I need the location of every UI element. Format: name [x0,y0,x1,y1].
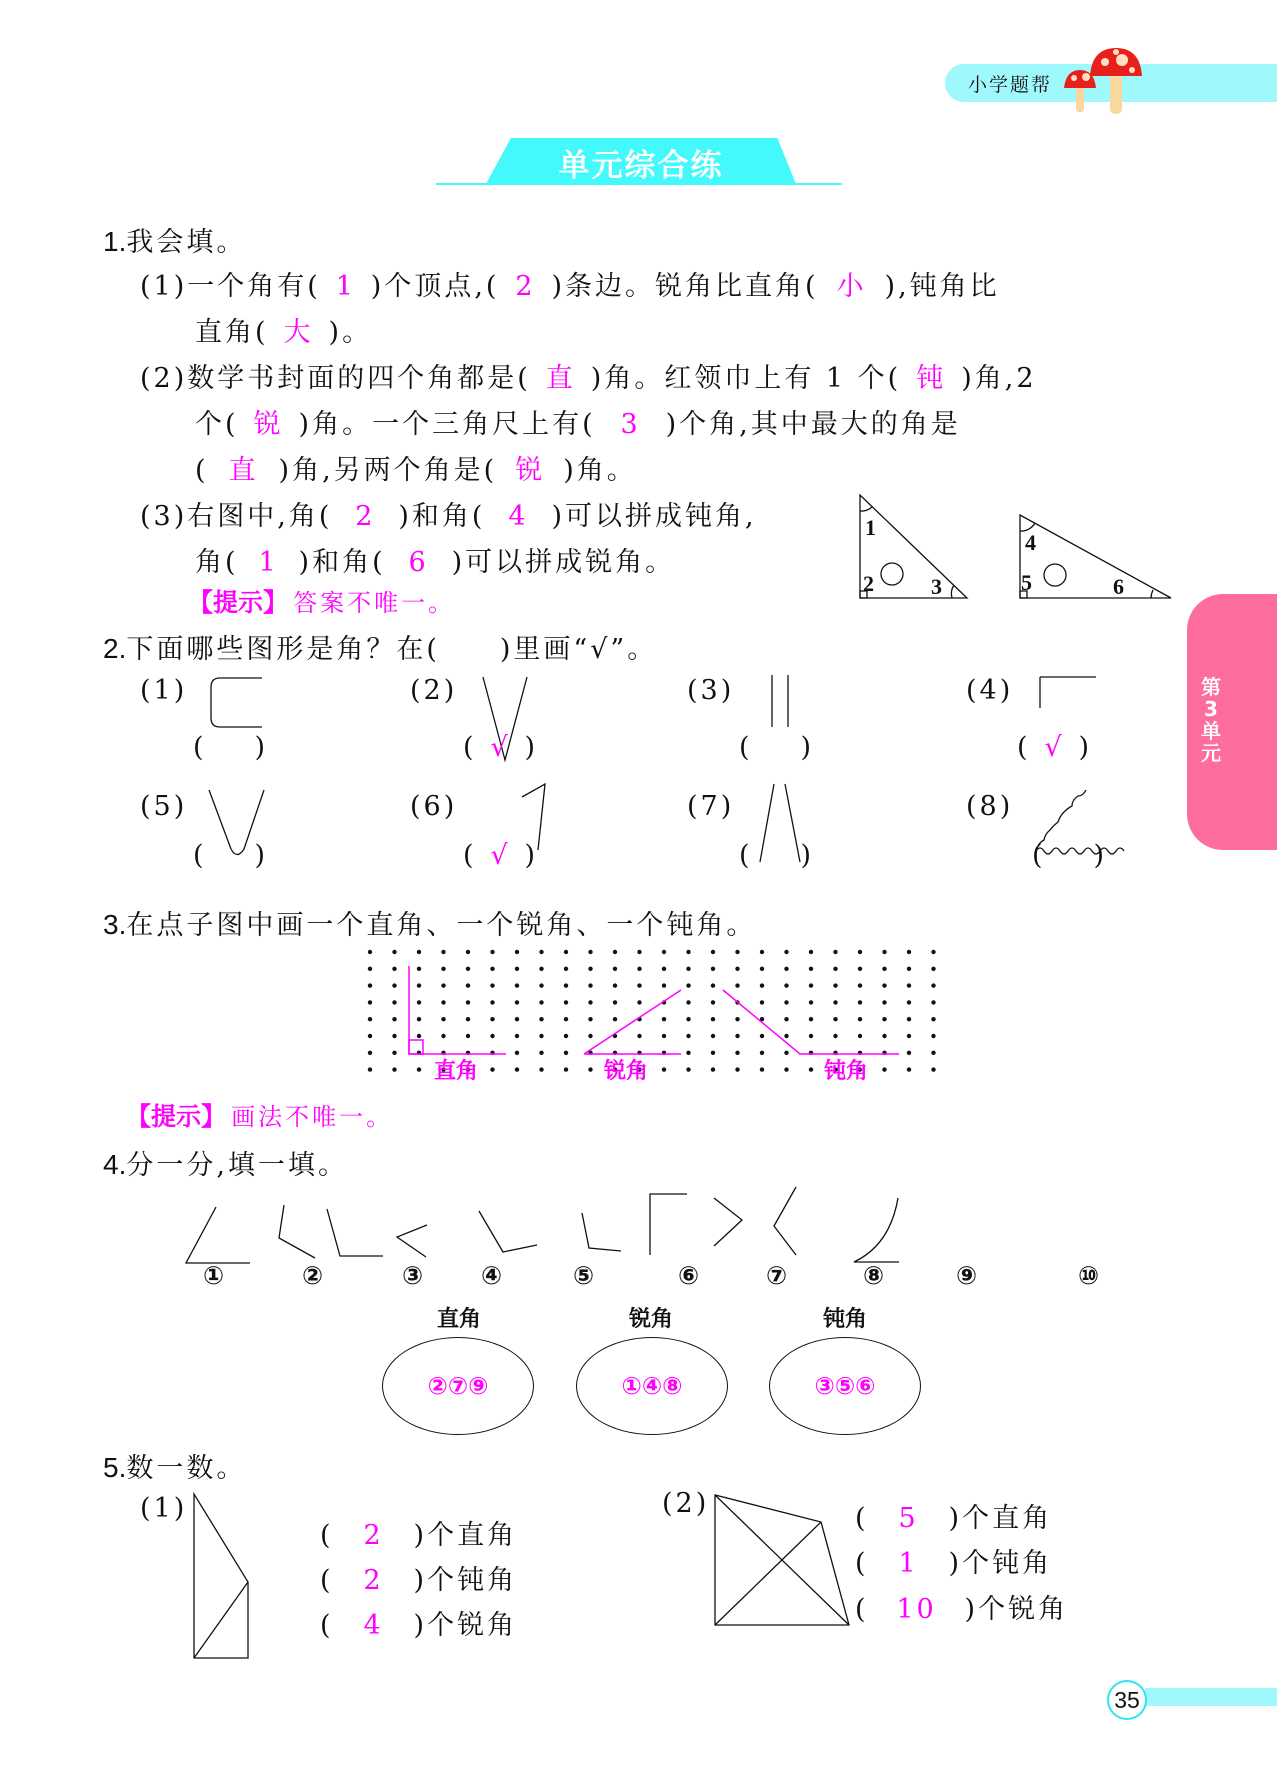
q2-answer-box-5[interactable]: ( ) [193,840,269,871]
answer-blank: 锐 [515,455,546,486]
answer-blank: 钝 [916,363,947,394]
answer-blank: 1 [258,547,279,578]
q2-item2-label: (2) [410,675,458,706]
q1-part3-line1: (3)右图中,角( 2 )和角( 4 )可以拼成钝角, [140,501,757,532]
answer-blank: 直 [228,455,259,486]
shape-label-6: ⑥ [678,1261,700,1290]
q1-hint: 【提示】 答案不唯一。 [188,588,456,617]
category-label-right: 直角 [437,1307,482,1332]
q2-answer-box-4[interactable]: ( √ ) [1017,732,1093,763]
q2-item6-label: (6) [410,791,458,822]
category-answer-right[interactable]: ②⑦⑨ [382,1337,534,1435]
answer-blank: 4 [508,501,529,532]
q2-item3-label: (3) [687,675,735,706]
q1-heading: 1.我会填。 [103,226,247,258]
q2-answer-box-3[interactable]: ( ) [739,732,815,763]
category-label-acute: 锐角 [629,1307,674,1332]
shape-label-1: ① [203,1261,225,1290]
answer-blank: 1 [335,271,356,302]
svg-text:1: 1 [865,515,876,540]
q5-heading: 5.数一数。 [103,1452,247,1484]
shape-label-5: ⑤ [573,1261,595,1290]
q5-part2-row3: ( 10 )个锐角 [855,1594,1069,1625]
triangle-figures [855,490,1175,605]
brand-label: 小学题帮 [968,74,1053,96]
q1-part1-line2: 直角( 大 )。 [195,310,372,349]
unit-side-label: 第 3 单 元 [1201,675,1221,765]
answer-blank: 6 [408,547,429,578]
section-title: 单元综合练 [558,148,724,184]
q5-part1-row1: ( 2 )个直角 [320,1520,518,1551]
q3-heading: 3.在点子图中画一个直角、一个锐角、一个钝角。 [103,909,757,941]
q2-item5-label: (5) [140,791,188,822]
q5-figure-1 [190,1490,260,1670]
q2-item8-label: (8) [966,791,1014,822]
q1-part2-line2: 个( 锐 )角。一个三角尺上有( 3 )个角,其中最大的角是 [195,402,961,441]
q5-part1-row3: ( 4 )个锐角 [320,1610,518,1641]
answer-blank: 直 [545,363,576,394]
q5-part1-row2: ( 2 )个钝角 [320,1565,518,1596]
shape-label-10: ⑩ [1078,1261,1100,1290]
q1-part2-line3: ( 直 )角,另两个角是( 锐 )角。 [195,448,637,487]
q2-answer-box-8[interactable]: ( ) [1032,840,1108,871]
q5-part2-row2: ( 1 )个钝角 [855,1548,1053,1579]
page-number: 35 [1107,1680,1147,1720]
answer-blank: 大 [283,317,314,348]
q5-figure-2 [710,1490,860,1630]
q2-answer-box-2[interactable]: ( √ ) [463,732,539,763]
svg-text:3: 3 [931,574,942,599]
answer-blank: 2 [515,271,536,302]
q1-part2-line1: (2)数学书封面的四个角都是( 直 )角。红领巾上有 1 个( 钝 )角,2 [140,356,1037,395]
q4-heading: 4.分一分,填一填。 [103,1149,348,1181]
q2-item7-label: (7) [687,791,735,822]
q2-heading: 2.下面哪些图形是角？在( )里画“√”。 [103,633,658,665]
svg-text:2: 2 [863,571,874,596]
shape-label-2: ② [302,1261,324,1290]
category-label-obtuse: 钝角 [823,1307,868,1332]
svg-text:钝角: 钝角 [824,1059,869,1084]
answer-blank: 2 [355,501,376,532]
page-number-bar [1145,1688,1277,1706]
q1-part1-line1: (1)一个角有( 1 )个顶点,( 2 )条边。锐角比直角( 小 ),钝角比 [140,264,1000,303]
category-answer-obtuse[interactable]: ③⑤⑥ [769,1337,921,1435]
mushroom-icon [1060,44,1146,116]
shape-label-4: ④ [481,1261,503,1290]
shape-label-3: ③ [402,1261,424,1290]
svg-text:锐角: 锐角 [604,1059,649,1084]
svg-text:4: 4 [1025,530,1036,555]
svg-text:5: 5 [1021,570,1032,595]
shape-label-9: ⑨ [956,1261,978,1290]
q5-part1-label: (1) [140,1493,188,1524]
dot-grid[interactable] [350,945,960,1085]
q2-answer-box-6[interactable]: ( √ ) [463,840,539,871]
q2-item1-label: (1) [140,675,188,706]
answer-blank: 锐 [253,409,284,440]
shape-label-8: ⑧ [863,1261,885,1290]
category-answer-acute[interactable]: ①④⑧ [576,1337,728,1435]
q2-answer-box-1[interactable]: ( ) [193,732,269,763]
q5-part2-label: (2) [662,1488,710,1519]
q2-item4-label: (4) [966,675,1014,706]
shape-label-7: ⑦ [766,1261,788,1290]
q1-part3-line2: 角( 1 )和角( 6 )可以拼成锐角。 [195,547,676,578]
q2-answer-box-7[interactable]: ( ) [739,840,815,871]
svg-text:6: 6 [1113,574,1124,599]
q5-part2-row1: ( 5 )个直角 [855,1503,1053,1534]
answer-blank: 3 [620,409,641,440]
svg-text:直角: 直角 [434,1059,479,1084]
q3-hint: 【提示】 画法不唯一。 [126,1102,394,1131]
answer-blank: 小 [836,271,867,302]
